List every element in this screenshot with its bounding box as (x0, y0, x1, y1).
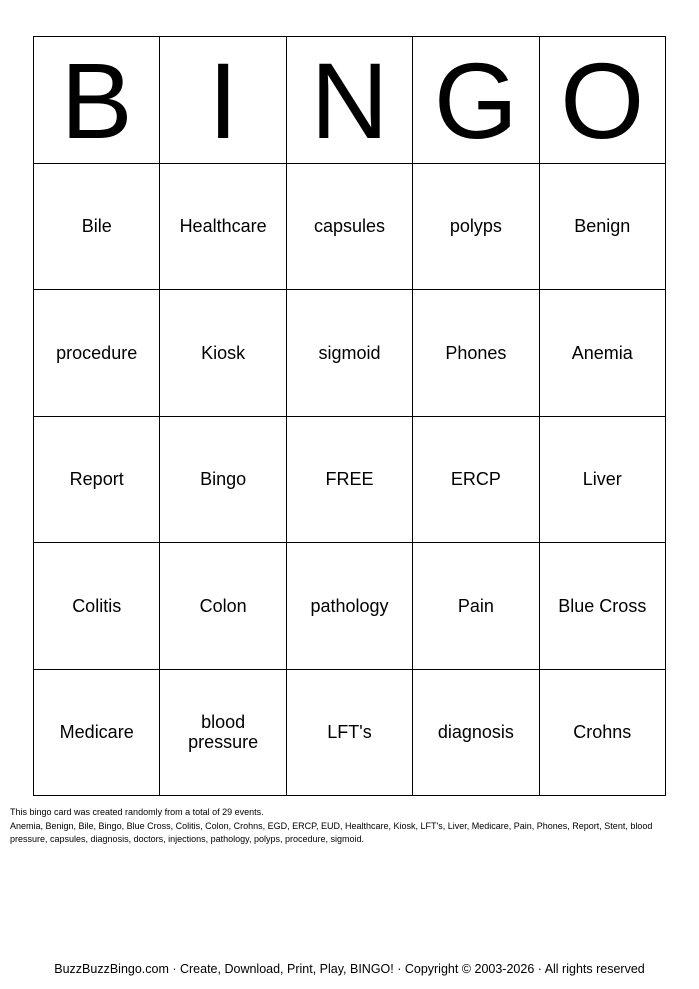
bingo-cell-r1c1: Bile (34, 164, 160, 291)
card-info (10, 806, 690, 847)
bingo-cell-r5c4: diagnosis (413, 670, 539, 797)
bingo-cell-r2c1: procedure (34, 290, 160, 417)
bingo-card (33, 36, 666, 796)
bingo-cell-r3c1: Report (34, 417, 160, 544)
bingo-cell-r3c2: Bingo (160, 417, 286, 544)
header-letter-g: G (413, 37, 539, 164)
bingo-cell-r1c5: Benign (540, 164, 666, 291)
bingo-cell-r4c3: pathology (287, 543, 413, 670)
bingo-cell-r2c3: sigmoid (287, 290, 413, 417)
page-footer: BuzzBuzzBingo.com · Create, Download, Print, Play, BINGO! · Copyright © 2003-2026 · All rights reserved (54, 962, 645, 976)
bingo-cell-r2c2: Kiosk (160, 290, 286, 417)
card-info-summary: This bingo card was created randomly from a total of 29 events. (10, 807, 264, 817)
bingo-cell-r5c3: LFT's (287, 670, 413, 797)
bingo-cell-r4c1: Colitis (34, 543, 160, 670)
bingo-cell-r5c2: blood pressure (160, 670, 286, 797)
bingo-cell-r1c3: capsules (287, 164, 413, 291)
bingo-cell-r5c1: Medicare (34, 670, 160, 797)
header-letter-n: N (287, 37, 413, 164)
free-space-cell: FREE (287, 417, 413, 544)
header-letter-b: B (34, 37, 160, 164)
bingo-cell-r4c2: Colon (160, 543, 286, 670)
bingo-cell-r1c2: Healthcare (160, 164, 286, 291)
bingo-cell-r4c5: Blue Cross (540, 543, 666, 670)
bingo-cell-r5c5: Crohns (540, 670, 666, 797)
bingo-cell-r1c4: polyps (413, 164, 539, 291)
bingo-cell-r2c5: Anemia (540, 290, 666, 417)
card-info-event-list: Anemia, Benign, Bile, Bingo, Blue Cross, Colitis, Colon, Crohns, EGD, ERCP, EUD, Healthcare, Kiosk, LFT's, Liver, Medicare, Pain, Phones, Report, Stent, blood pressure, capsules, diagnosis, doctors, injections, pathology, polyps, procedure, sigmoid. (10, 820, 653, 844)
bingo-cell-r4c4: Pain (413, 543, 539, 670)
header-letter-i: I (160, 37, 286, 164)
bingo-cell-r2c4: Phones (413, 290, 539, 417)
bingo-cell-r3c5: Liver (540, 417, 666, 544)
header-letter-o: O (540, 37, 666, 164)
bingo-cell-r3c4: ERCP (413, 417, 539, 544)
